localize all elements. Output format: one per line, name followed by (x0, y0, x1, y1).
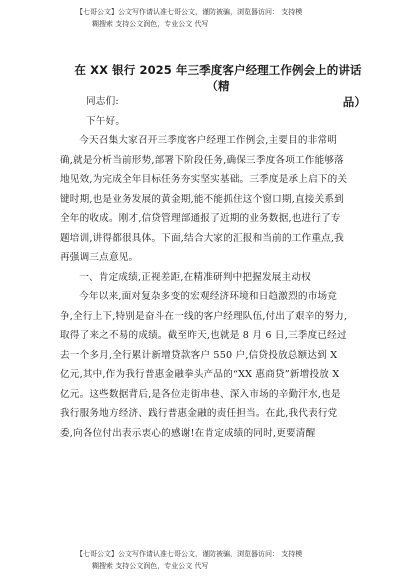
footer-notice-line-2: 糊搜索 支持公文润色，专业公文 代写 (92, 562, 209, 570)
document-body (60, 92, 350, 443)
title-line-2: 品） (342, 95, 366, 109)
header-notice (76, 6, 376, 30)
title-line-1: 在 XX 银行 2025 年三季度客户经理工作例会上的讲话（精 (74, 63, 362, 93)
paragraph-intro: 今天召集大家召开三季度客户经理工作例会,主要目的非常明确,就是分析当前形势,部署下阶段任务,确保三季度各项工作能够落地见效,为完成全年目标任务夯实坚实基础。三季度是承上启下的关键时期,也是业务发展的黄金期,能不能抓住这个窗口期,直接关系到全年的收成。刚才,信贷管理部通报了近期的业务数据,也进行了专题培训,讲得都很具体。下面,结合大家的汇报和当前的工作重点,我再强调三点意见。 (60, 135, 348, 263)
salutation: 同志们: (86, 96, 119, 107)
paragraph-achievements: 今年以来,面对复杂多变的宏观经济环境和日趋激烈的市场竞争,全行上下,特别是奋斗在一线的客户经理队伍,付出了艰辛的努力,取得了来之不易的成绩。截至昨天,也就是 8 月 6 日,三季度已经过去一个多月,全行累计新增贷款客户 550 户,信贷投放总额达到 X 亿元,其中,作为我行普惠金融拳头产品的“XX 惠商贷”新增投放 X 亿元。这些数据背后,是各位走街串巷、深入市场的辛勤汗水,也是我行服务地方经济、践行普惠金融的责任担当。在此,我代表行党委,向各位付出表示衷心的感谢!在肯定成绩的同时,更要清醒 (60, 291, 348, 439)
header-notice-line-1: 【七哥公文】公文写作请认准七哥公文，谨防被骗，浏览器访问： 支持模 (76, 8, 303, 16)
header-notice-line-2: 糊搜索 支持公文润色，专业公文 代写 (92, 20, 209, 28)
footer-notice-line-1: 【七哥公文】公文写作请认准七哥公文，谨防被骗，浏览器访问： 支持模 (76, 550, 303, 558)
greeting: 下午好。 (86, 115, 126, 127)
footer-notice (76, 548, 376, 572)
section-heading-1: 一、肯定成绩,正视差距,在精准研判中把握发展主动权 (79, 271, 311, 283)
